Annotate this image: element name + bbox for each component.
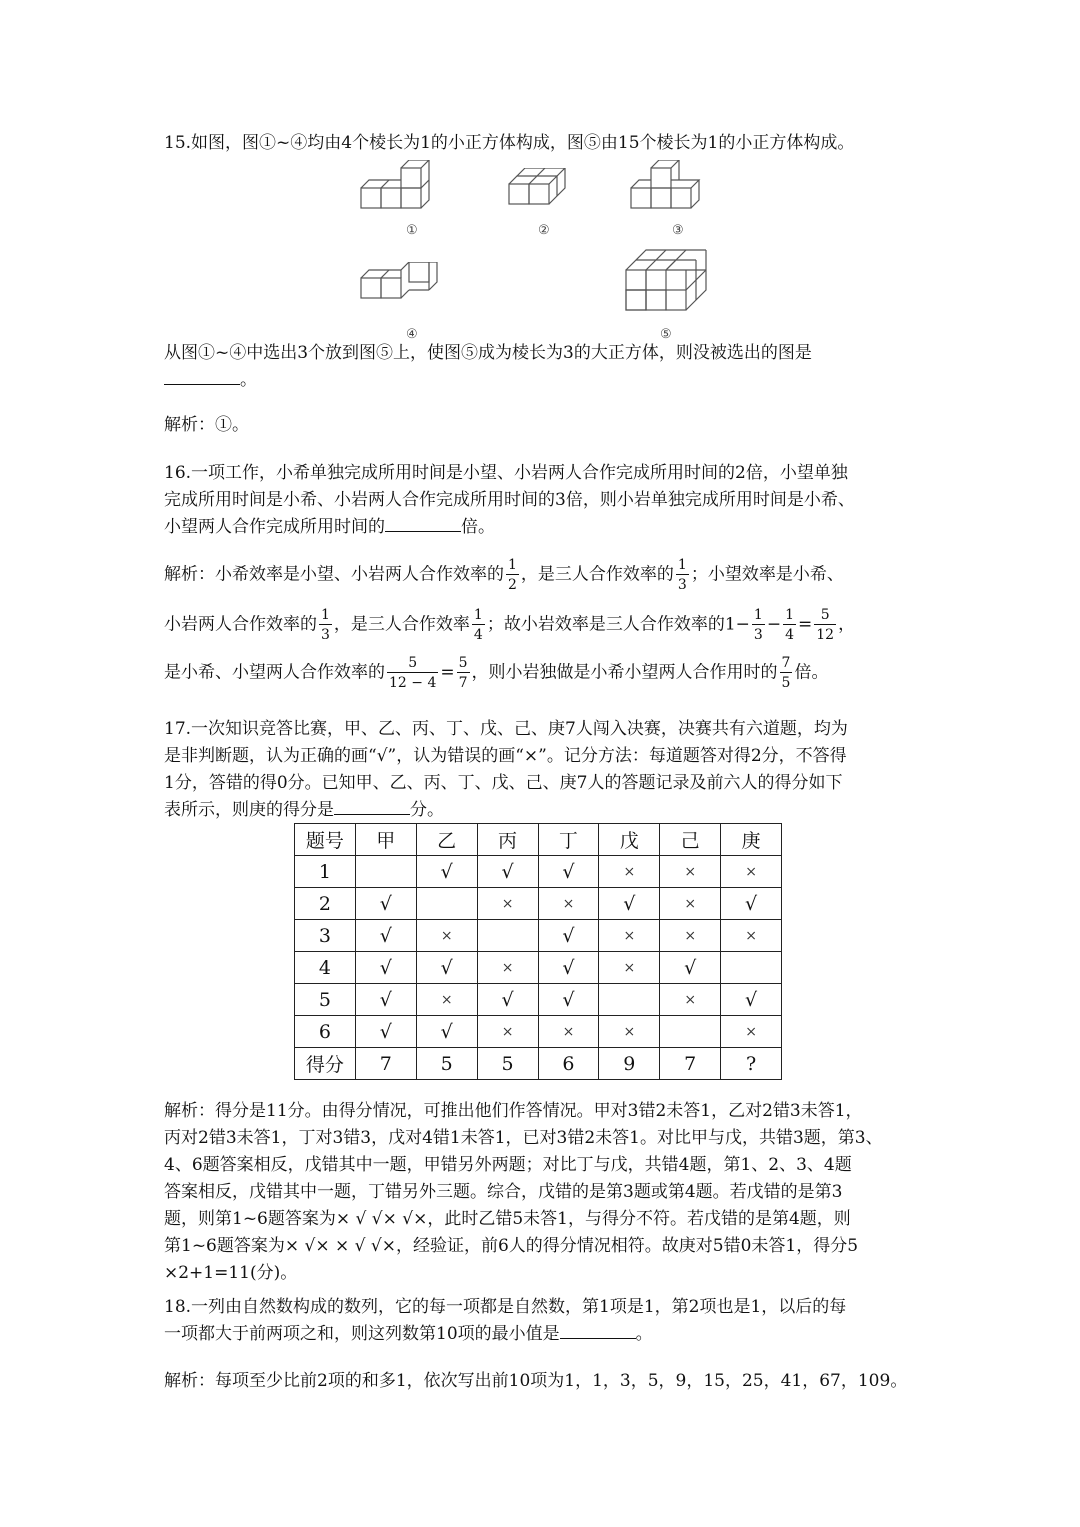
- fraction: $\frac{5}{12}$: [816, 607, 835, 643]
- q17-line4: 表所示，则庚的得分是 分。: [164, 800, 444, 820]
- q16-line3: 小望两人合作完成所用时间的 倍。: [164, 517, 495, 537]
- figure-4: [358, 262, 444, 342]
- table-cell: ×: [416, 984, 477, 1016]
- answer-record-table: [294, 823, 782, 1080]
- table-cell: √: [538, 920, 599, 952]
- figure-3: [628, 160, 712, 240]
- q16-line1: 16.一项工作，小希单独完成所用时间是小望、小岩两人合作完成所用时间的2倍，小望单独: [164, 463, 848, 483]
- fraction: $\frac{1}{3}$: [321, 607, 330, 643]
- fraction: $\frac{7}{5}$: [781, 655, 791, 691]
- table-score-row: [295, 1048, 782, 1080]
- fraction: $\frac{5}{7}$: [458, 655, 468, 691]
- figure-5-label: ⑤: [660, 327, 672, 342]
- q17-line1: 17.一次知识竞答比赛，甲、乙、丙、丁、戊、己、庚7人闯入决赛，决赛共有六道题，均为: [164, 719, 848, 739]
- q17-line2: 是非判断题，认为正确的画“√”，认为错误的画“×”。记分方法：每道题答对得2分，不答得: [164, 746, 847, 766]
- table-cell: √: [538, 984, 599, 1016]
- q15-line1: 15.如图，图①~④均由4个棱长为1的小正方体构成，图⑤由15个棱长为1的小正方体构成。: [164, 133, 855, 153]
- table-cell: √: [477, 856, 538, 888]
- q16-blank[interactable]: [385, 515, 461, 532]
- table-cell: 9: [599, 1048, 660, 1080]
- table-cell: [660, 1016, 721, 1048]
- q16-line2: 完成所用时间是小希、小岩两人合作完成所用时间的3倍，则小岩单独完成所用时间是小希、: [164, 490, 855, 510]
- q18-line1: 18.一列由自然数构成的数列，它的每一项都是自然数，第1项是1，第2项也是1，以后的每: [164, 1297, 847, 1317]
- table-cell: 4: [295, 952, 356, 984]
- table-cell: 6: [295, 1016, 356, 1048]
- table-cell: ×: [599, 920, 660, 952]
- q18-blank[interactable]: [560, 1322, 636, 1339]
- table-row: [295, 1016, 782, 1048]
- table-cell: √: [416, 856, 477, 888]
- table-cell: √: [599, 888, 660, 920]
- table-cell: ×: [660, 984, 721, 1016]
- table-cell: ×: [660, 920, 721, 952]
- table-cell: ×: [416, 920, 477, 952]
- figure-4-label: ④: [406, 327, 418, 342]
- table-cell: 1: [295, 856, 356, 888]
- q17-blank[interactable]: [334, 798, 410, 815]
- table-cell: √: [721, 888, 782, 920]
- figure-3-label: ③: [672, 223, 684, 238]
- q17-solution: [164, 1098, 934, 1287]
- table-cell: √: [355, 984, 416, 1016]
- table-header-cell: 戊: [599, 824, 660, 856]
- table-cell: ×: [599, 1016, 660, 1048]
- table-cell: ×: [477, 952, 538, 984]
- table-cell: 5: [477, 1048, 538, 1080]
- table-cell: ×: [599, 952, 660, 984]
- table-cell: 2: [295, 888, 356, 920]
- q15-answer: 解析：①。: [164, 415, 249, 435]
- fraction: $\frac{1}{3}$: [753, 607, 763, 643]
- fraction: $\frac{1}{4}$: [473, 607, 483, 643]
- q17-line3: 1分，答错的得0分。已知甲、乙、丙、丁、戊、己、庚7人的答题记录及前六人的得分如下: [164, 773, 843, 793]
- table-cell: ×: [599, 856, 660, 888]
- table-cell: ×: [721, 856, 782, 888]
- table-header-cell: 己: [660, 824, 721, 856]
- table-cell: √: [538, 952, 599, 984]
- table-cell: 7: [355, 1048, 416, 1080]
- table-cell: ×: [538, 888, 599, 920]
- table-row: [295, 856, 782, 888]
- table-header-row: [295, 824, 782, 856]
- q17-solution-line: 第1~6题答案为× √× × √ √×，经验证，前6人的得分情况相符。故庚对5错0未答1，得分5: [164, 1236, 859, 1256]
- table-cell: 3: [295, 920, 356, 952]
- table-row: [295, 984, 782, 1016]
- q16-solution-line1: 解析：小希效率是小望、小岩两人合作效率的 $\frac{1}{2}$ ，是三人合作效率的 $\frac{1}{3}$ ；小望效率是小希、: [164, 557, 844, 593]
- table-cell: 5: [416, 1048, 477, 1080]
- table-cell: 7: [660, 1048, 721, 1080]
- q16-text: [164, 460, 934, 541]
- q17-solution-line: 题，则第1~6题答案为× √ √× √×，此时乙错5未答1，与得分不符。若戊错的是第4题，则: [164, 1209, 851, 1229]
- table-cell: 6: [538, 1048, 599, 1080]
- table-row: [295, 888, 782, 920]
- figure-1-label: ①: [406, 223, 418, 238]
- figure-5: [622, 242, 716, 342]
- table-cell: [599, 984, 660, 1016]
- table-cell: 得分: [295, 1048, 356, 1080]
- q18-text: [164, 1294, 934, 1348]
- q17-solution-line: 丙对2错3未答1，丁对3错3，戊对4错1未答1，已对3错2未答1。对比甲与戊，共错3题，第3、: [164, 1128, 883, 1148]
- table-cell: √: [416, 952, 477, 984]
- table-header-cell: 乙: [416, 824, 477, 856]
- q17-solution-line: 4、6题答案相反，戊错其中一题，甲错另外两题；对比丁与戊，共错4题，第1、2、3、4题: [164, 1155, 852, 1175]
- fraction: $\frac{1}{4}$: [785, 607, 795, 643]
- table-cell: ×: [721, 920, 782, 952]
- q15-blank[interactable]: [164, 368, 240, 385]
- q15-line3: 。: [164, 367, 934, 394]
- q17-solution-line: ×2+1=11(分)。: [164, 1263, 298, 1283]
- table-cell: [355, 856, 416, 888]
- figure-1: [356, 160, 440, 240]
- table-header-cell: 丙: [477, 824, 538, 856]
- table-cell: ×: [721, 1016, 782, 1048]
- fraction: $\frac{1}{2}$: [508, 557, 517, 593]
- figure-2: [506, 168, 576, 240]
- table-cell: 5: [295, 984, 356, 1016]
- q15-text: [164, 130, 934, 157]
- table-cell: [477, 920, 538, 952]
- table-header-cell: 题号: [295, 824, 356, 856]
- table-header-cell: 丁: [538, 824, 599, 856]
- q16-solution-line2: 小岩两人合作效率的 $\frac{1}{3}$ ，是三人合作效率 $\frac{1}{4}$ ；故小岩效率是三人合作效率的1− $\frac{1}{3}$ − $\frac{1}{4}$ = $\frac{5}{12}$ ，: [164, 607, 856, 643]
- q16-solution-line3: 是小希、小望两人合作效率的 $\frac{5}{12 - 4}$ = $\frac{5}{7}$ ，则小岩独做是小希小望两人合作用时的 $\frac{7}{5}$ 倍。: [164, 655, 829, 691]
- table-cell: [416, 888, 477, 920]
- q15-question: [164, 340, 934, 394]
- figure-2-label: ②: [538, 223, 550, 238]
- table-cell: √: [355, 952, 416, 984]
- table-header-cell: 庚: [721, 824, 782, 856]
- table-row: [295, 952, 782, 984]
- table-cell: √: [721, 984, 782, 1016]
- fraction: $\frac{1}{3}$: [677, 557, 687, 593]
- q17-solution-line: 解析：得分是11分。由得分情况，可推出他们作答情况。甲对3错2未答1，乙对2错3未答1，: [164, 1101, 863, 1121]
- q17-solution-line: 答案相反，戊错其中一题，丁错另外三题。综合，戊错的是第3题或第4题。若戊错的是第3: [164, 1182, 843, 1202]
- table-cell: √: [355, 1016, 416, 1048]
- table-cell: ×: [477, 888, 538, 920]
- fraction: $\frac{5}{12 - 4}$: [389, 655, 437, 691]
- table-cell: ×: [660, 856, 721, 888]
- table-cell: [721, 952, 782, 984]
- table-cell: ×: [477, 1016, 538, 1048]
- table-cell: √: [355, 888, 416, 920]
- q17-text: [164, 716, 934, 824]
- table-cell: ×: [538, 1016, 599, 1048]
- q18-line2: 一项都大于前两项之和，则这列数第10项的最小值是 。: [164, 1324, 653, 1344]
- table-cell: √: [660, 952, 721, 984]
- q15-line2: 从图①~④中选出3个放到图⑤上，使图⑤成为棱长为3的大正方体，则没被选出的图是: [164, 343, 812, 363]
- table-cell: √: [477, 984, 538, 1016]
- table-cell: ?: [721, 1048, 782, 1080]
- table-cell: √: [355, 920, 416, 952]
- q18-answer: 解析：每项至少比前2项的和多1，依次写出前10项为1，1，3，5，9，15，25，41，67，109。: [164, 1371, 908, 1391]
- table-row: [295, 920, 782, 952]
- table-cell: ×: [660, 888, 721, 920]
- table-cell: √: [416, 1016, 477, 1048]
- table-cell: √: [538, 856, 599, 888]
- table-header-cell: 甲: [355, 824, 416, 856]
